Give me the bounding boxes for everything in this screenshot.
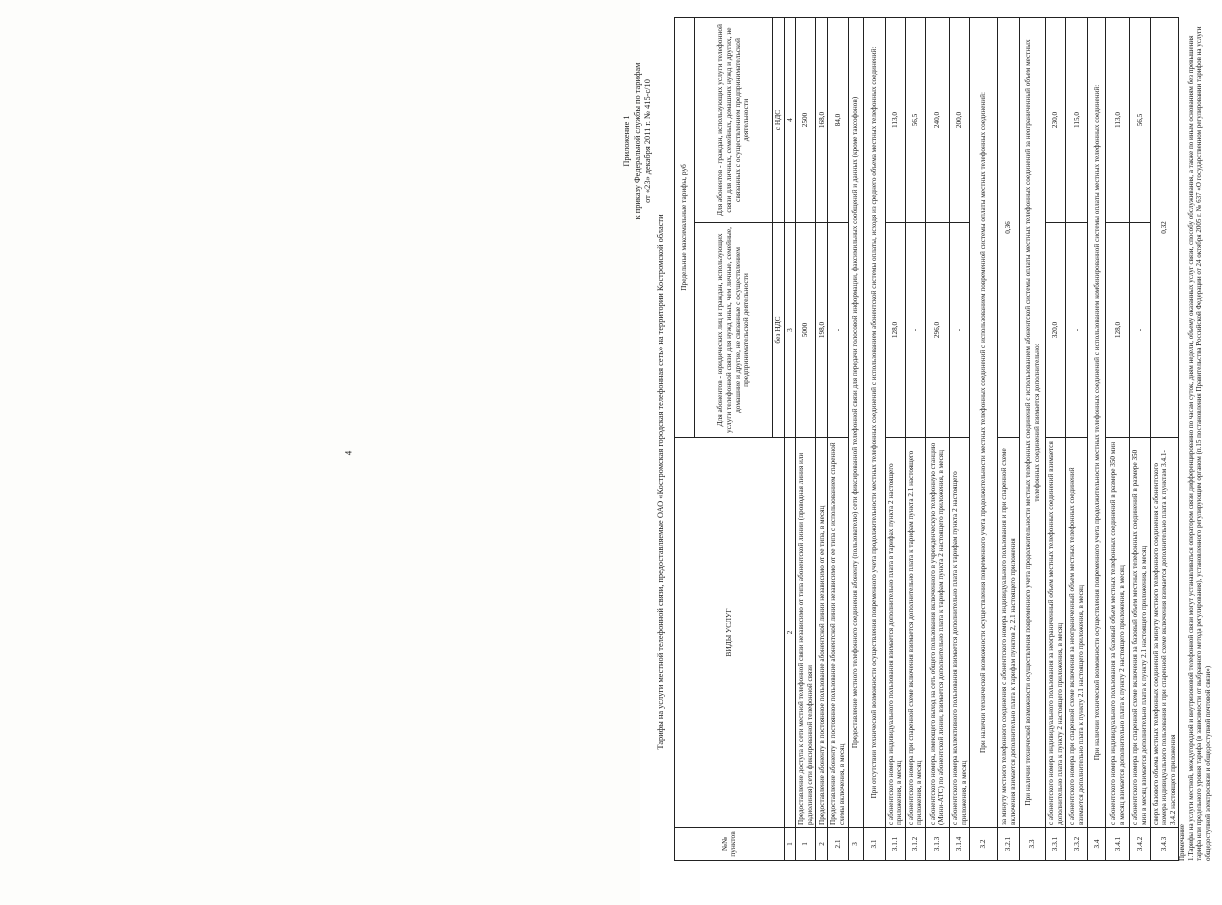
notes-text: 1.Тарифы на услуги местной, междугородной и внутризоновой телефонной связи могут устанавливаться оператором связи дифференцированно по часам суток, дням недели, объему оказанных услуг связи, способу обслуживания, а также по иным основаниям без превышения тарифа или предельного уровня тарифа (в зависимости от выбранного метода регулирования), установленного регулирующим органом (п.15 постановления Правительства Российской Федерации от 24 октября 2005 г. № 637 «О государственном регулировании тарифов на услуги общедоступной электросвязи и общедоступной почтовой связи») (1186, 26, 1212, 861)
appendix-line: от «23» декабря 2011 г. № 415-с/10 (643, 79, 652, 203)
rotated-sheet (622, 18, 1222, 888)
row-citizens-value: 113,0 (885, 18, 905, 223)
row-legal-value: - (828, 223, 848, 438)
row-citizens-value: 168,0 (816, 18, 828, 223)
row-citizens-value: 56,5 (1130, 18, 1150, 223)
document-title: Тарифы на услуги местной телефонной связи, предоставляемые ОАО «Костромская городская телефонная сеть» на территории Костромской области (656, 214, 665, 750)
notes-heading: Примечание (1178, 824, 1186, 861)
row-service: с абонентского номера индивидуального пользования взимается дополнительно плата в тарифах пункта 2 настоящего приложения, в месяц (885, 438, 905, 828)
row-number: 3.1.2 (905, 828, 925, 861)
row-service: с абонентского номера при спаренной схеме включения за базовый объем местных телефонных соединений в размере 350 мин в месяц взимается дополнительно плата к пункту 2.1 настоящего приложения, в месяц (1130, 438, 1150, 828)
row-legal-value: 320,0 (1046, 223, 1066, 438)
row-section-heading: При отсутствии технической возможности осуществления повременного учета продолжительности местных телефонных соединений с использованием абонентской системы оплаты, исходя из среднего объема местных телефонных соединений: (863, 18, 885, 828)
appendix-header (622, 26, 654, 256)
row-number: 3.1 (863, 828, 885, 861)
table-row (970, 18, 998, 861)
row-service: с абонентского номера при спаренной схеме включения взимается дополнительно плата к тарифам пункта 2.1 настоящего приложения, в месяц (905, 438, 925, 828)
row-number: 3.3.2 (1066, 828, 1088, 861)
row-number: 3.1.1 (885, 828, 905, 861)
row-legal-value: - (949, 223, 969, 438)
header-col-number: 4 (784, 18, 796, 223)
row-service: Предоставление доступа к сети местной телефонной связи независимо от типа абонентской линии (проводная линия или радиолиния) сети фиксированной телефонной связи (796, 438, 816, 828)
header-citizens: Для абонентов - граждан, использующих услуги телефонной связи для личных, семейных, домашних нужд и других, не связанных с осуществлением предпринимательской деятельности (695, 18, 773, 223)
row-legal-value: 296,0 (925, 223, 949, 438)
row-number: 3.2.1 (998, 828, 1020, 861)
row-number: 3.2 (970, 828, 998, 861)
row-legal-value: 5000 (796, 223, 816, 438)
header-col-number: 3 (784, 223, 796, 438)
row-citizens-value: 200,0 (949, 18, 969, 223)
table-row (1150, 18, 1179, 861)
row-number: 2 (816, 828, 828, 861)
table-row (1066, 18, 1088, 861)
table-row (925, 18, 949, 861)
row-legal-value: 198,0 (816, 223, 828, 438)
table-row (998, 18, 1020, 861)
header-col-number: 1 (784, 828, 796, 861)
row-legal-value: - (1066, 223, 1088, 438)
table-row (949, 18, 969, 861)
row-service: сверх базового объема местных телефонных соединений за минуту местного телефонного соединения с абонентского номера индивидуального пользования и при спаренной схеме включения взимается дополнительно плата к пунктам 3.4.1-3.4.2 настоящего приложения (1150, 438, 1179, 828)
row-citizens-value: 113,0 (1106, 18, 1130, 223)
table-row (796, 18, 816, 861)
row-section-heading: При наличии технической возможности осуществления повременного учета продолжительности местных телефонных соединений с использованием комбинированной системы оплаты местных телефонных соединений: (1088, 18, 1106, 828)
row-number: 3.1.3 (925, 828, 949, 861)
appendix-line: к приказу Федеральной службы по тарифам (632, 62, 642, 220)
row-number: 3.3.1 (1046, 828, 1066, 861)
header-num: №№ пунктов (675, 828, 785, 861)
row-number: 3.4 (1088, 828, 1106, 861)
row-citizens-value: 230,0 (1046, 18, 1066, 223)
header-with-vat: с НДС (773, 18, 785, 223)
row-legal-value: 128,0 (885, 223, 905, 438)
row-number: 3.3 (1020, 828, 1046, 861)
header-legal: Для абонентов - юридических лиц и граждан, использующих услуги телефонной связи для нужд иных, чем личные, семейные, домашние и другие, не связанные с осуществлением предпринимательской деятельности (695, 223, 773, 438)
row-citizens-value: 2500 (796, 18, 816, 223)
row-service: с абонентского номера индивидуального пользования за базовый объем местных телефонных соединений в размере 350 мин в месяц взимается дополнительно плата к пункту 2 настоящего приложения, в месяц (1106, 438, 1130, 828)
row-citizens-value: 240,0 (925, 18, 949, 223)
row-section-heading: При наличии технической возможности осуществления повременного учета продолжительности местных телефонных соединений с использованием повременной системы оплаты местных телефонных соединений: (970, 18, 998, 828)
header-services: ВИДЫ УСЛУГ (675, 438, 785, 828)
row-citizens-value: 56,5 (905, 18, 925, 223)
row-number: 3.1.4 (949, 828, 969, 861)
table-row (1020, 18, 1046, 861)
page-number: 4 (343, 450, 354, 456)
row-section-heading: При наличии технической возможности осуществления повременного учета продолжительности местных телефонных соединений с использованием абонентской системы оплаты местных телефонных соединений за неограниченный объем местных телефонных соединений взимается дополнительно: (1020, 18, 1046, 828)
table-row (863, 18, 885, 861)
row-service: Предоставление абоненту в постоянное пользование абонентской линии независимо от ее типа, в месяц (816, 438, 828, 828)
row-merged-value: 0,32 (1150, 18, 1179, 438)
table-row (1106, 18, 1130, 861)
row-service: с абонентского номера, имеющего выход на сеть общего пользования включенного в учрежденческую телефонную станцию (Мини-АТС) по абонентской линии, взимается дополнительно плата к тарифам пункта 2 настоящего приложения, в месяц (925, 438, 949, 828)
header-max-tariffs: Предельные максимальные тарифы, руб (675, 18, 695, 438)
row-service: с абонентского номера при спаренной схеме включения за неограниченный объем местных телефонных соединений взимается дополнительно плата к пункту 2.1 настоящего приложения, в месяц (1066, 438, 1088, 828)
header-without-vat: без НДС (773, 223, 785, 438)
row-section-heading: Предоставление местного телефонного соединения абоненту (пользователю) сети фиксированной телефонной связи для передачи голосовой информации, факсимильных сообщений и данных (кроме таксофонов) (848, 18, 863, 828)
row-number: 1 (796, 828, 816, 861)
row-citizens-value: 84,0 (828, 18, 848, 223)
row-service: с абонентского номера индивидуального пользования за неограниченный объем местных телефонных соединений взимается дополнительно плата к пункту 2 настоящего приложения, в месяц (1046, 438, 1066, 828)
row-service: Предоставление абоненту в постоянное пользование абонентской линии независимо от ее типа с использованием спаренной схемы включения, в месяц (828, 438, 848, 828)
table-row (1088, 18, 1106, 861)
row-number: 2.1 (828, 828, 848, 861)
header-col-number: 2 (784, 438, 796, 828)
table-row (828, 18, 848, 861)
table-row (905, 18, 925, 861)
row-service: за минуту местного телефонного соединения с абонентского номера индивидуального пользования и при спаренной схеме включения взимается дополнительно плата к тарифам пунктов 2, 2.1 настоящего приложения (998, 438, 1020, 828)
row-number: 3.4.3 (1150, 828, 1179, 861)
row-legal-value: 128,0 (1106, 223, 1130, 438)
row-legal-value: - (1130, 223, 1150, 438)
table-row (1130, 18, 1150, 861)
notes (1178, 18, 1212, 861)
row-merged-value: 0,36 (998, 18, 1020, 438)
appendix-line: Приложение 1 (622, 115, 631, 167)
row-number: 3.4.1 (1106, 828, 1130, 861)
row-number: 3.4.2 (1130, 828, 1150, 861)
row-citizens-value: 115,0 (1066, 18, 1088, 223)
table-row (885, 18, 905, 861)
row-service: с абонентского номера коллективного пользования взимается дополнительно плата к тарифам пункта 2 настоящего приложения, в месяц (949, 438, 969, 828)
tariff-table (674, 17, 1179, 861)
table-row (816, 18, 828, 861)
table-row (1046, 18, 1066, 861)
table-row (848, 18, 863, 861)
row-legal-value: - (905, 223, 925, 438)
row-number: 3 (848, 828, 863, 861)
